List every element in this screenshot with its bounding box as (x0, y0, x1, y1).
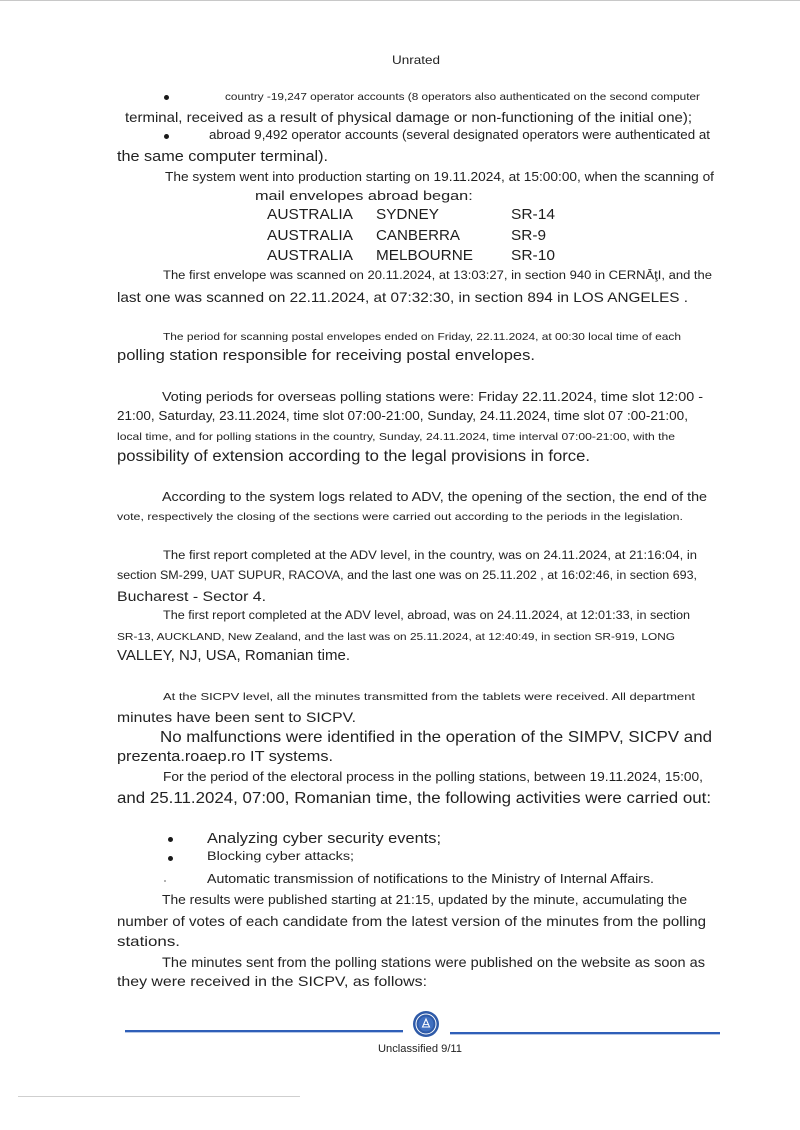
section-country: AUSTRALIA (267, 227, 354, 244)
bullet-icon (168, 856, 173, 861)
first-report-country-line-3: Bucharest - Sector 4. (117, 589, 267, 604)
section-code: SR-10 (511, 247, 555, 264)
operator-accounts-abroad-line-1: abroad 9,492 operator accounts (several designated operators were authenticated at (209, 128, 711, 142)
first-report-country-line-2: section SM-299, UAT SUPUR, RACOVA, and the last one was on 25.11.202 , at 16:02:46, in section 693, (117, 570, 697, 582)
section-country: AUSTRALIA (267, 247, 354, 264)
bullet-icon (164, 95, 169, 100)
section-country: AUSTRALIA (267, 206, 354, 223)
no-malfunctions-line-2: prezenta.roaep.ro IT systems. (117, 748, 333, 765)
minutes-published-line-2: they were received in the SICPV, as follows: (117, 973, 427, 989)
voting-periods-line-2: 21:00, Saturday, 23.11.2024, time slot 07:00-21:00, Sunday, 24.11.2024, time slot 07 :00-21:00, (117, 409, 688, 423)
section-code: SR-14 (511, 206, 555, 223)
page-top-edge (0, 0, 800, 1)
voting-periods-line-4: possibility of extension according to the legal provisions in force. (117, 448, 590, 465)
operator-accounts-abroad-line-2: the same computer terminal). (117, 149, 329, 165)
footer-classification-page-number: Unclassified 9/11 (378, 1043, 462, 1055)
section-city: CANBERRA (376, 227, 461, 244)
activity-item: Blocking cyber attacks; (207, 851, 355, 863)
bullet-icon (168, 837, 173, 842)
production-start-line-2: mail envelopes abroad began: (255, 188, 473, 203)
first-report-country-line-1: The first report completed at the ADV level, in the country, was on 24.11.2024, at 21:16:04, in (163, 550, 697, 562)
first-last-envelope-line-1: The first envelope was scanned on 20.11.2024, at 13:03:27, in section 940 in CERNĂţI, and the (163, 270, 712, 282)
first-last-envelope-line-2: last one was scanned on 22.11.2024, at 07:32:30, in section 894 in LOS ANGELES . (117, 289, 689, 305)
electoral-period-line-2: and 25.11.2024, 07:00, Romanian time, the following activities were carried out: (117, 790, 712, 807)
system-logs-line-1: According to the system logs related to ADV, the opening of the section, the end of the (162, 489, 708, 504)
activity-item: Automatic transmission of notifications to the Ministry of Internal Affairs. (207, 872, 655, 886)
results-published-line-3: stations. (117, 933, 181, 949)
first-report-abroad-line-1: The first report completed at the ADV level, abroad, was on 24.11.2024, at 12:01:33, in section (163, 610, 691, 622)
sicpv-level-line-1: At the SICPV level, all the minutes transmitted from the tablets were received. All department (163, 691, 696, 703)
footer-rule-right (450, 1032, 720, 1034)
section-city: MELBOURNE (376, 247, 473, 264)
activity-item: Analyzing cyber security events; (207, 830, 441, 847)
footer-rule-left (125, 1030, 403, 1032)
system-logs-line-2: vote, respectively the closing of the sections were carried out according to the periods in the legislation. (117, 511, 684, 523)
institution-seal-icon (412, 1010, 440, 1038)
production-start-line-1: The system went into production starting on 19.11.2024, at 15:00:00, when the scanning of (165, 169, 714, 184)
electoral-period-line-1: For the period of the electoral process in the polling stations, between 19.11.2024, 15:00, (163, 770, 704, 784)
no-malfunctions-line-1: No malfunctions were identified in the operation of the SIMPV, SICPV and (160, 729, 712, 746)
voting-periods-line-3: local time, and for polling stations in the country, Sunday, 24.11.2024, time interval 07:00-21:00, with the (117, 431, 676, 443)
results-published-line-1: The results were published starting at 21:15, updated by the minute, accumulating the (162, 892, 688, 907)
scanning-period-end-line-1: The period for scanning postal envelopes ended on Friday, 22.11.2024, at 00:30 local time of each (163, 331, 681, 343)
section-code: SR-9 (511, 227, 547, 244)
operator-accounts-country-line-2: terminal, received as a result of physical damage or non-functioning of the initial one); (125, 109, 693, 125)
classification-header: Unrated (392, 53, 440, 67)
scan-artifact-line (18, 1096, 300, 1097)
operator-accounts-country-line-1: country -19,247 operator accounts (8 operators also authenticated on the second computer (225, 91, 700, 103)
results-published-line-2: number of votes of each candidate from the latest version of the minutes from the polling (117, 913, 707, 929)
section-city: SYDNEY (376, 206, 440, 223)
scanning-period-end-line-2: polling station responsible for receiving postal envelopes. (117, 347, 535, 364)
bullet-icon (164, 134, 169, 139)
minutes-published-line-1: The minutes sent from the polling stations were published on the website as soon as (162, 954, 705, 970)
first-report-abroad-line-3: VALLEY, NJ, USA, Romanian time. (117, 648, 351, 664)
sicpv-level-line-2: minutes have been sent to SICPV. (117, 709, 357, 725)
first-report-abroad-line-2: SR-13, AUCKLAND, New Zealand, and the last was on 25.11.2024, at 12:40:49, in section SR-919, LONG (117, 631, 676, 643)
voting-periods-line-1: Voting periods for overseas polling stations were: Friday 22.11.2024, time slot 12:00 - (162, 389, 704, 404)
bullet-icon (164, 880, 166, 882)
